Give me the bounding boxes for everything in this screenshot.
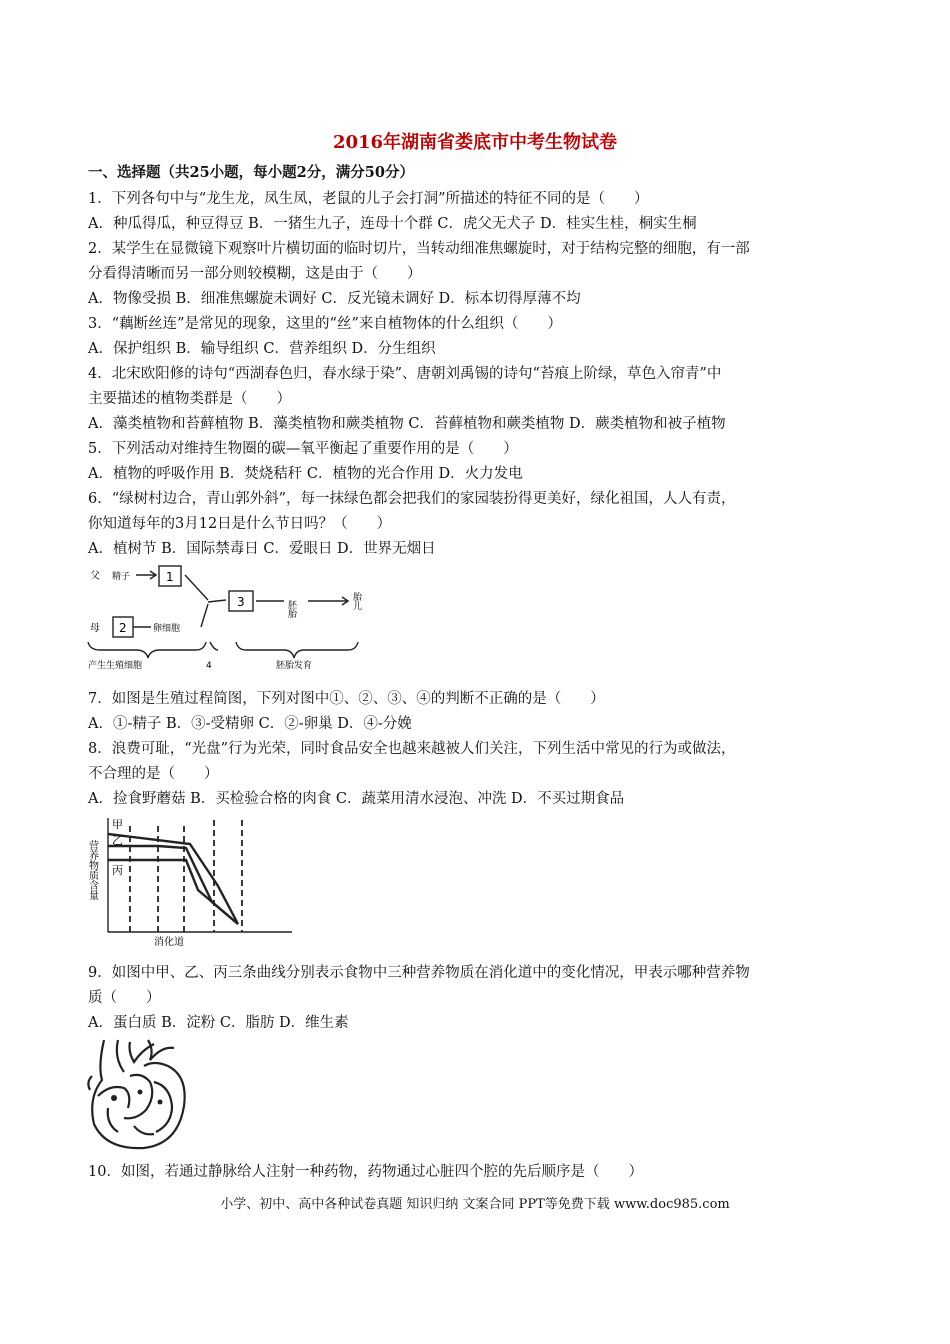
q9-stem-line2: 质（ ）	[88, 990, 161, 1006]
baby-label: 胎儿	[351, 592, 361, 610]
q3-options: A．保护组织 B．输导组织 C．营养组织 D．分生组织	[88, 341, 436, 357]
page-title: 2016年湖南省娄底市中考生物试卷	[332, 132, 618, 153]
section-heading: 一、选择题（共25小题，每小题2分，满分50分）	[88, 164, 414, 181]
x-axis-label: 消化道	[154, 937, 184, 948]
box2-label: 2	[119, 621, 127, 635]
mother-label: 母	[90, 623, 100, 634]
embryo-label: 胚胎	[286, 600, 296, 618]
box3-label: 3	[237, 595, 245, 609]
q2-stem-line2: 分看得清晰而另一部分则较模糊，这是由于（ ）	[88, 266, 422, 282]
q8-options: A．捡食野蘑菇 B．买检验合格的肉食 C．蔬菜用清水浸泡、冲洗 D．不买过期食品	[88, 791, 625, 807]
page-footer: 小学、初中、高中各种试卷真题 知识归纳 文案合同 PPT等免费下载 www.doc985.com	[220, 1197, 730, 1212]
q6-options: A．植树节 B．国际禁毒日 C．爱眼日 D．世界无烟日	[88, 541, 436, 557]
q9-options: A．蛋白质 B．淀粉 C．脂肪 D．维生素	[88, 1015, 349, 1031]
q10-stem: 10．如图，若通过静脉给人注射一种药物，药物通过心脏四个腔的先后顺序是（ ）	[88, 1164, 643, 1180]
egg-label: 卵细胞	[153, 624, 181, 634]
father-label: 父	[90, 571, 100, 582]
development-label: 胚胎发育	[276, 661, 313, 671]
q8-stem-line1: 8．浪费可耻，“光盘”行为光荣，同时食品安全也越来越被人们关注，下列生活中常见的行为或做法，	[88, 741, 736, 757]
q4-stem-line2: 主要描述的植物类群是（ ）	[88, 391, 291, 407]
gametes-label: 产生生殖细胞	[88, 661, 143, 671]
q4-options: A．藻类植物和苔藓植物 B．藻类植物和蕨类植物 C．苔藓植物和蕨类植物 D．蕨类植物和被子植物	[88, 416, 726, 432]
q5-stem: 5．下列活动对维持生物圈的碳—氧平衡起了重要作用的是（ ）	[88, 441, 518, 457]
digestion-figure	[86, 814, 296, 948]
y-axis-label: 营养物质含量	[86, 840, 98, 900]
curve-bing-label: 丙	[112, 864, 123, 877]
curve-yi-label: 乙	[112, 834, 123, 847]
heart-figure	[84, 1036, 194, 1154]
q8-stem-line2: 不合理的是（ ）	[88, 766, 219, 782]
q6-stem-line2: 你知道每年的3月12日是什么节日吗？（ ）	[88, 516, 392, 532]
curve-jia-label: 甲	[112, 818, 123, 831]
q7-stem: 7．如图是生殖过程简图，下列对图中①、②、③、④的判断不正确的是（ ）	[88, 691, 605, 707]
q7-options: A．①-精子 B．③-受精卵 C．②-卵巢 D．④-分娩	[88, 716, 412, 732]
q5-options: A．植物的呼吸作用 B．焚烧秸秆 C．植物的光合作用 D．火力发电	[88, 466, 523, 482]
q2-options: A．物像受损 B．细准焦螺旋未调好 C．反光镜未调好 D．标本切得厚薄不均	[88, 291, 581, 307]
sperm-label: 精子	[112, 572, 131, 582]
label-4: 4	[206, 661, 212, 671]
box1-label: 1	[166, 570, 174, 584]
q4-stem-line1: 4．北宋欧阳修的诗句“西湖春色归，春水绿于染”、唐朝刘禹锡的诗句“苔痕上阶绿，草色入帘青”中	[88, 366, 722, 382]
q3-stem: 3．“藕断丝连”是常见的现象，这里的“丝”来自植物体的什么组织（ ）	[88, 316, 562, 332]
q2-stem-line1: 2．某学生在显微镜下观察叶片横切面的临时切片，当转动细准焦螺旋时，对于结构完整的细胞，有一部	[88, 241, 750, 257]
q9-stem-line1: 9．如图中甲、乙、丙三条曲线分别表示食物中三种营养物质在消化道中的变化情况，甲表示哪种营养物	[88, 965, 750, 981]
q6-stem-line1: 6．“绿树村边合，青山郭外斜”，每一抹绿色都会把我们的家园装扮得更美好，绿化祖国，人人有责，	[88, 491, 736, 507]
reproduction-figure	[86, 562, 376, 674]
q1-options: A．种瓜得瓜，种豆得豆 B．一猪生九子，连母十个群 C．虎父无犬子 D．桂实生桂，桐实生桐	[88, 216, 697, 232]
q1-stem: 1．下列各句中与“龙生龙，凤生凤，老鼠的儿子会打洞”所描述的特征不同的是（ ）	[88, 191, 649, 207]
